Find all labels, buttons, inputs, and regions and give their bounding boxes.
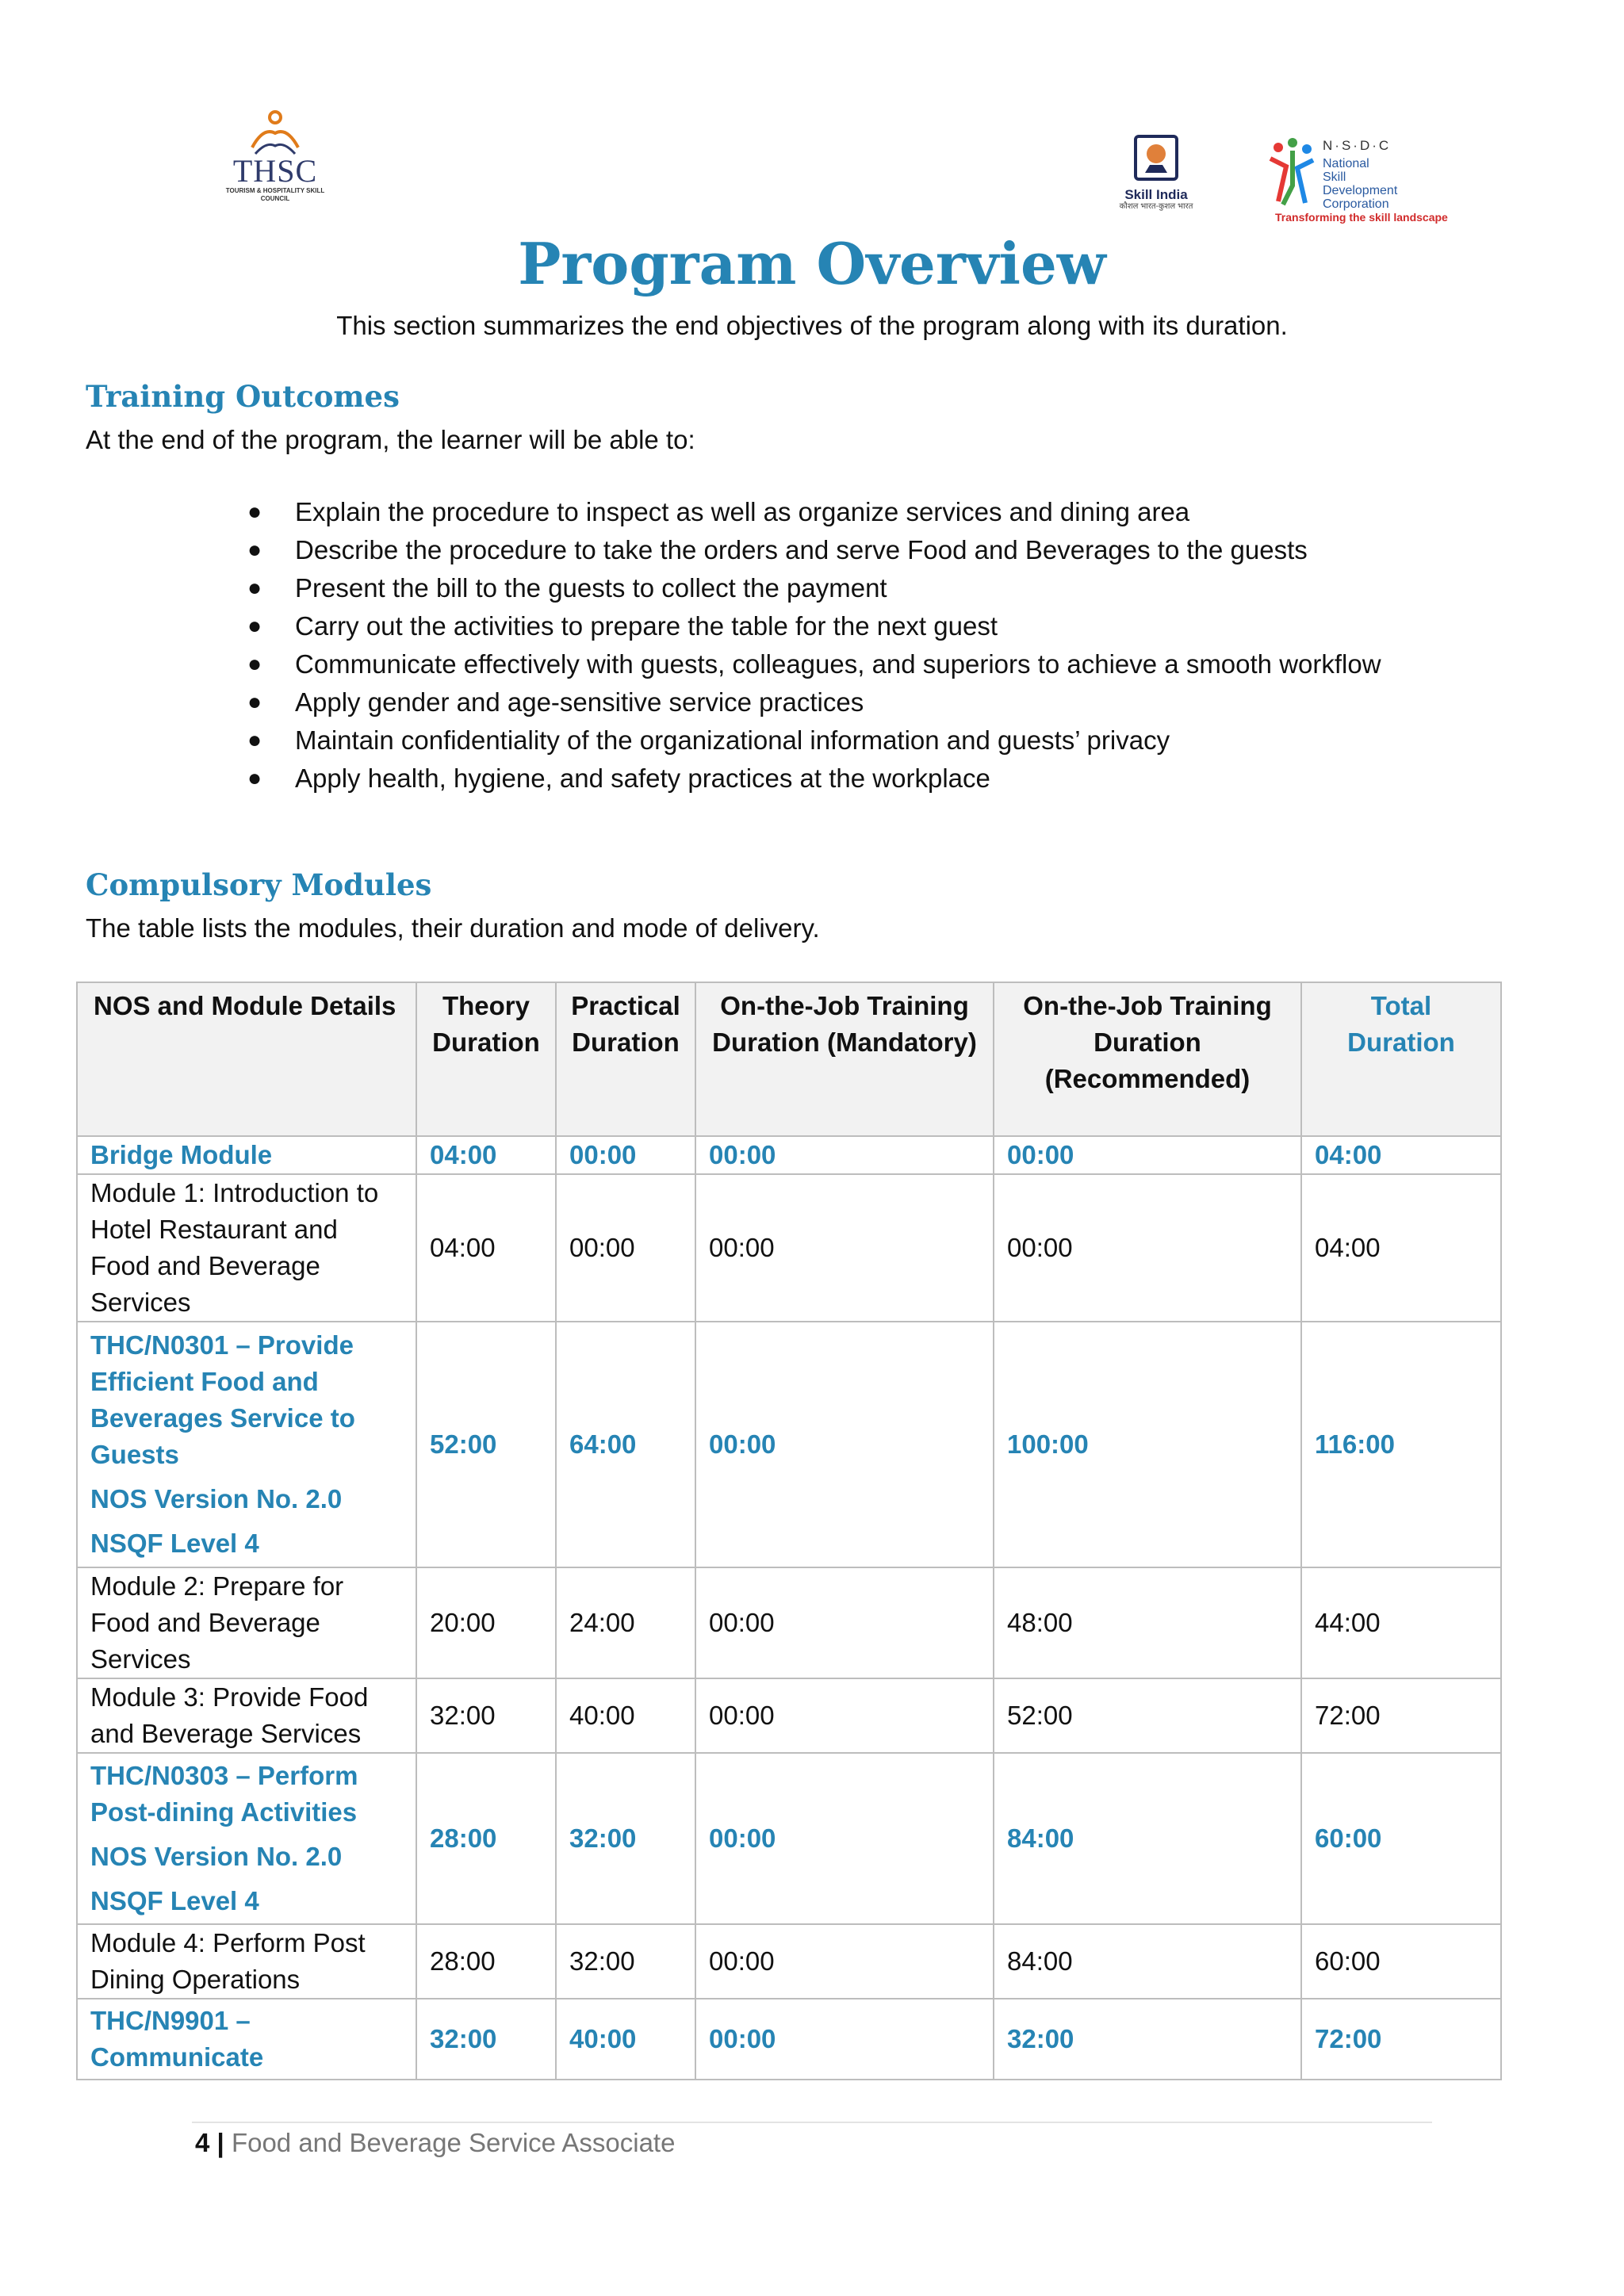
row-ojt-mandatory: 00:00 xyxy=(695,1567,994,1678)
header-ojt-recommended: On-the-Job Training Duration (Recommended) xyxy=(994,982,1301,1136)
bullet-icon: ● xyxy=(247,499,262,525)
list-item-text: Describe the procedure to take the orders and serve Food and Beverages to the guests xyxy=(295,535,1308,564)
list-item xyxy=(247,683,1381,721)
row-theory: 04:00 xyxy=(416,1136,556,1174)
list-item xyxy=(247,721,1381,760)
list-item-text: Apply health, hygiene, and safety practices at the workplace xyxy=(295,763,990,793)
list-item xyxy=(247,645,1381,683)
table-row xyxy=(77,1678,1501,1753)
table-row xyxy=(77,1136,1501,1174)
row-ojt-recommended: 52:00 xyxy=(994,1678,1301,1753)
header-details: NOS and Module Details xyxy=(77,982,416,1136)
table-row xyxy=(77,1924,1501,1999)
nsdc-tagline: Transforming the skill landscape xyxy=(1275,211,1448,224)
row-ojt-recommended: 48:00 xyxy=(994,1567,1301,1678)
skill-india-logo xyxy=(1116,133,1196,227)
header-practical: Practical Duration xyxy=(556,982,695,1136)
thsc-name: THSC xyxy=(232,153,318,189)
row-practical: 40:00 xyxy=(556,1678,695,1753)
row-name: Module 1: Introduction to Hotel Restaurant and Food and Beverage Services xyxy=(77,1174,416,1322)
nsdc-line-2: Skill Development xyxy=(1323,170,1398,197)
list-item xyxy=(247,760,1381,798)
row-name: THC/N9901 – Communicate xyxy=(77,1999,416,2080)
nos-title: THC/N0303 – Perform Post-dining Activities xyxy=(90,1761,358,1827)
bullet-icon: ● xyxy=(247,575,262,601)
footer-divider xyxy=(192,2122,1432,2123)
row-ojt-recommended: 00:00 xyxy=(994,1174,1301,1322)
row-practical: 00:00 xyxy=(556,1174,695,1322)
row-theory: 20:00 xyxy=(416,1567,556,1678)
bullet-icon: ● xyxy=(247,689,262,715)
row-total: 72:00 xyxy=(1301,1678,1501,1753)
row-name: Module 4: Perform Post Dining Operations xyxy=(77,1924,416,1999)
row-name xyxy=(77,1753,416,1924)
row-practical: 64:00 xyxy=(556,1322,695,1567)
row-ojt-recommended: 84:00 xyxy=(994,1753,1301,1924)
nsdc-line-3: Corporation xyxy=(1323,197,1389,211)
nsdc-logo xyxy=(1266,138,1448,230)
nsdc-line-1: National xyxy=(1323,157,1369,170)
outcomes-list xyxy=(247,493,1381,798)
row-total: 44:00 xyxy=(1301,1567,1501,1678)
row-total: 116:00 xyxy=(1301,1322,1501,1567)
table-row xyxy=(77,1174,1501,1322)
row-theory: 52:00 xyxy=(416,1322,556,1567)
table-row xyxy=(77,1322,1501,1567)
nsdc-figures-icon xyxy=(1266,138,1318,208)
footer-separator: | xyxy=(216,2128,224,2157)
page-number: 4 xyxy=(195,2128,210,2157)
row-total: 60:00 xyxy=(1301,1924,1501,1999)
modules-table xyxy=(76,982,1502,2080)
bullet-icon: ● xyxy=(247,727,262,753)
row-ojt-mandatory: 00:00 xyxy=(695,1678,994,1753)
row-theory: 28:00 xyxy=(416,1924,556,1999)
nos-version: NOS Version No. 2.0 xyxy=(90,1842,343,1871)
bullet-icon: ● xyxy=(247,613,262,639)
bullet-icon: ● xyxy=(247,651,262,677)
row-practical: 24:00 xyxy=(556,1567,695,1678)
row-name: Bridge Module xyxy=(77,1136,416,1174)
row-ojt-recommended: 00:00 xyxy=(994,1136,1301,1174)
row-total: 72:00 xyxy=(1301,1999,1501,2080)
row-total: 60:00 xyxy=(1301,1753,1501,1924)
table-header-row xyxy=(77,982,1501,1136)
row-practical: 00:00 xyxy=(556,1136,695,1174)
list-item-text: Apply gender and age-sensitive service practices xyxy=(295,687,864,717)
bullet-icon: ● xyxy=(247,765,262,791)
list-item-text: Present the bill to the guests to collect the payment xyxy=(295,573,887,603)
row-ojt-recommended: 100:00 xyxy=(994,1322,1301,1567)
header-ojt-mandatory: On-the-Job Training Duration (Mandatory) xyxy=(695,982,994,1136)
page-title: Program Overview xyxy=(518,230,1106,297)
bullet-icon: ● xyxy=(247,537,262,563)
list-item xyxy=(247,531,1381,569)
list-item-text: Maintain confidentiality of the organizational information and guests’ privacy xyxy=(295,725,1170,755)
row-ojt-mandatory: 00:00 xyxy=(695,1136,994,1174)
skill-india-emblem-icon xyxy=(1132,133,1180,182)
thsc-emblem-icon xyxy=(247,109,303,159)
row-ojt-mandatory: 00:00 xyxy=(695,1924,994,1999)
training-outcomes-heading: Training Outcomes xyxy=(86,379,400,414)
row-theory: 32:00 xyxy=(416,1678,556,1753)
row-practical: 32:00 xyxy=(556,1753,695,1924)
nsqf-level: NSQF Level 4 xyxy=(90,1886,259,1915)
page-footer xyxy=(195,2128,675,2158)
table-row xyxy=(77,1567,1501,1678)
row-name xyxy=(77,1322,416,1567)
training-outcomes-intro: At the end of the program, the learner will be able to: xyxy=(86,425,695,454)
list-item xyxy=(247,607,1381,645)
row-ojt-mandatory: 00:00 xyxy=(695,1999,994,2080)
row-practical: 40:00 xyxy=(556,1999,695,2080)
header-theory: Theory Duration xyxy=(416,982,556,1136)
compulsory-modules-heading: Compulsory Modules xyxy=(86,867,432,902)
list-item-text: Communicate effectively with guests, colleagues, and superiors to achieve a smooth workflow xyxy=(295,649,1381,679)
thsc-subtitle: TOURISM & HOSPITALITY SKILL COUNCIL xyxy=(225,187,325,202)
row-practical: 32:00 xyxy=(556,1924,695,1999)
nos-title: THC/N0301 – Provide Efficient Food and Beverages Service to Guests xyxy=(90,1330,355,1469)
row-theory: 04:00 xyxy=(416,1174,556,1322)
row-total: 04:00 xyxy=(1301,1174,1501,1322)
header-total: Total Duration xyxy=(1301,982,1501,1136)
row-ojt-mandatory: 00:00 xyxy=(695,1322,994,1567)
row-ojt-mandatory: 00:00 xyxy=(695,1174,994,1322)
nsqf-level: NSQF Level 4 xyxy=(90,1529,259,1558)
table-row xyxy=(77,1753,1501,1924)
skill-india-name: Skill India xyxy=(1124,187,1188,202)
page-description: This section summarizes the end objectives of the program along with its duration. xyxy=(336,311,1288,340)
row-ojt-recommended: 84:00 xyxy=(994,1924,1301,1999)
thsc-logo xyxy=(224,109,327,212)
row-name: Module 3: Provide Food and Beverage Services xyxy=(77,1678,416,1753)
nsdc-letters: N·S·D·C xyxy=(1323,138,1392,153)
table-row xyxy=(77,1999,1501,2080)
list-item xyxy=(247,569,1381,607)
footer-title: Food and Beverage Service Associate xyxy=(231,2128,676,2157)
row-total: 04:00 xyxy=(1301,1136,1501,1174)
row-name: Module 2: Prepare for Food and Beverage Services xyxy=(77,1567,416,1678)
row-theory: 28:00 xyxy=(416,1753,556,1924)
list-item-text: Explain the procedure to inspect as well as organize services and dining area xyxy=(295,497,1190,526)
row-theory: 32:00 xyxy=(416,1999,556,2080)
row-ojt-mandatory: 00:00 xyxy=(695,1753,994,1924)
compulsory-modules-intro: The table lists the modules, their duration and mode of delivery. xyxy=(86,913,820,943)
row-ojt-recommended: 32:00 xyxy=(994,1999,1301,2080)
nsdc-name xyxy=(1323,157,1424,211)
skill-india-subtitle: कौशल भारत-कुशल भारत xyxy=(1119,202,1193,211)
list-item xyxy=(247,493,1381,531)
nos-version: NOS Version No. 2.0 xyxy=(90,1484,343,1513)
list-item-text: Carry out the activities to prepare the table for the next guest xyxy=(295,611,998,641)
